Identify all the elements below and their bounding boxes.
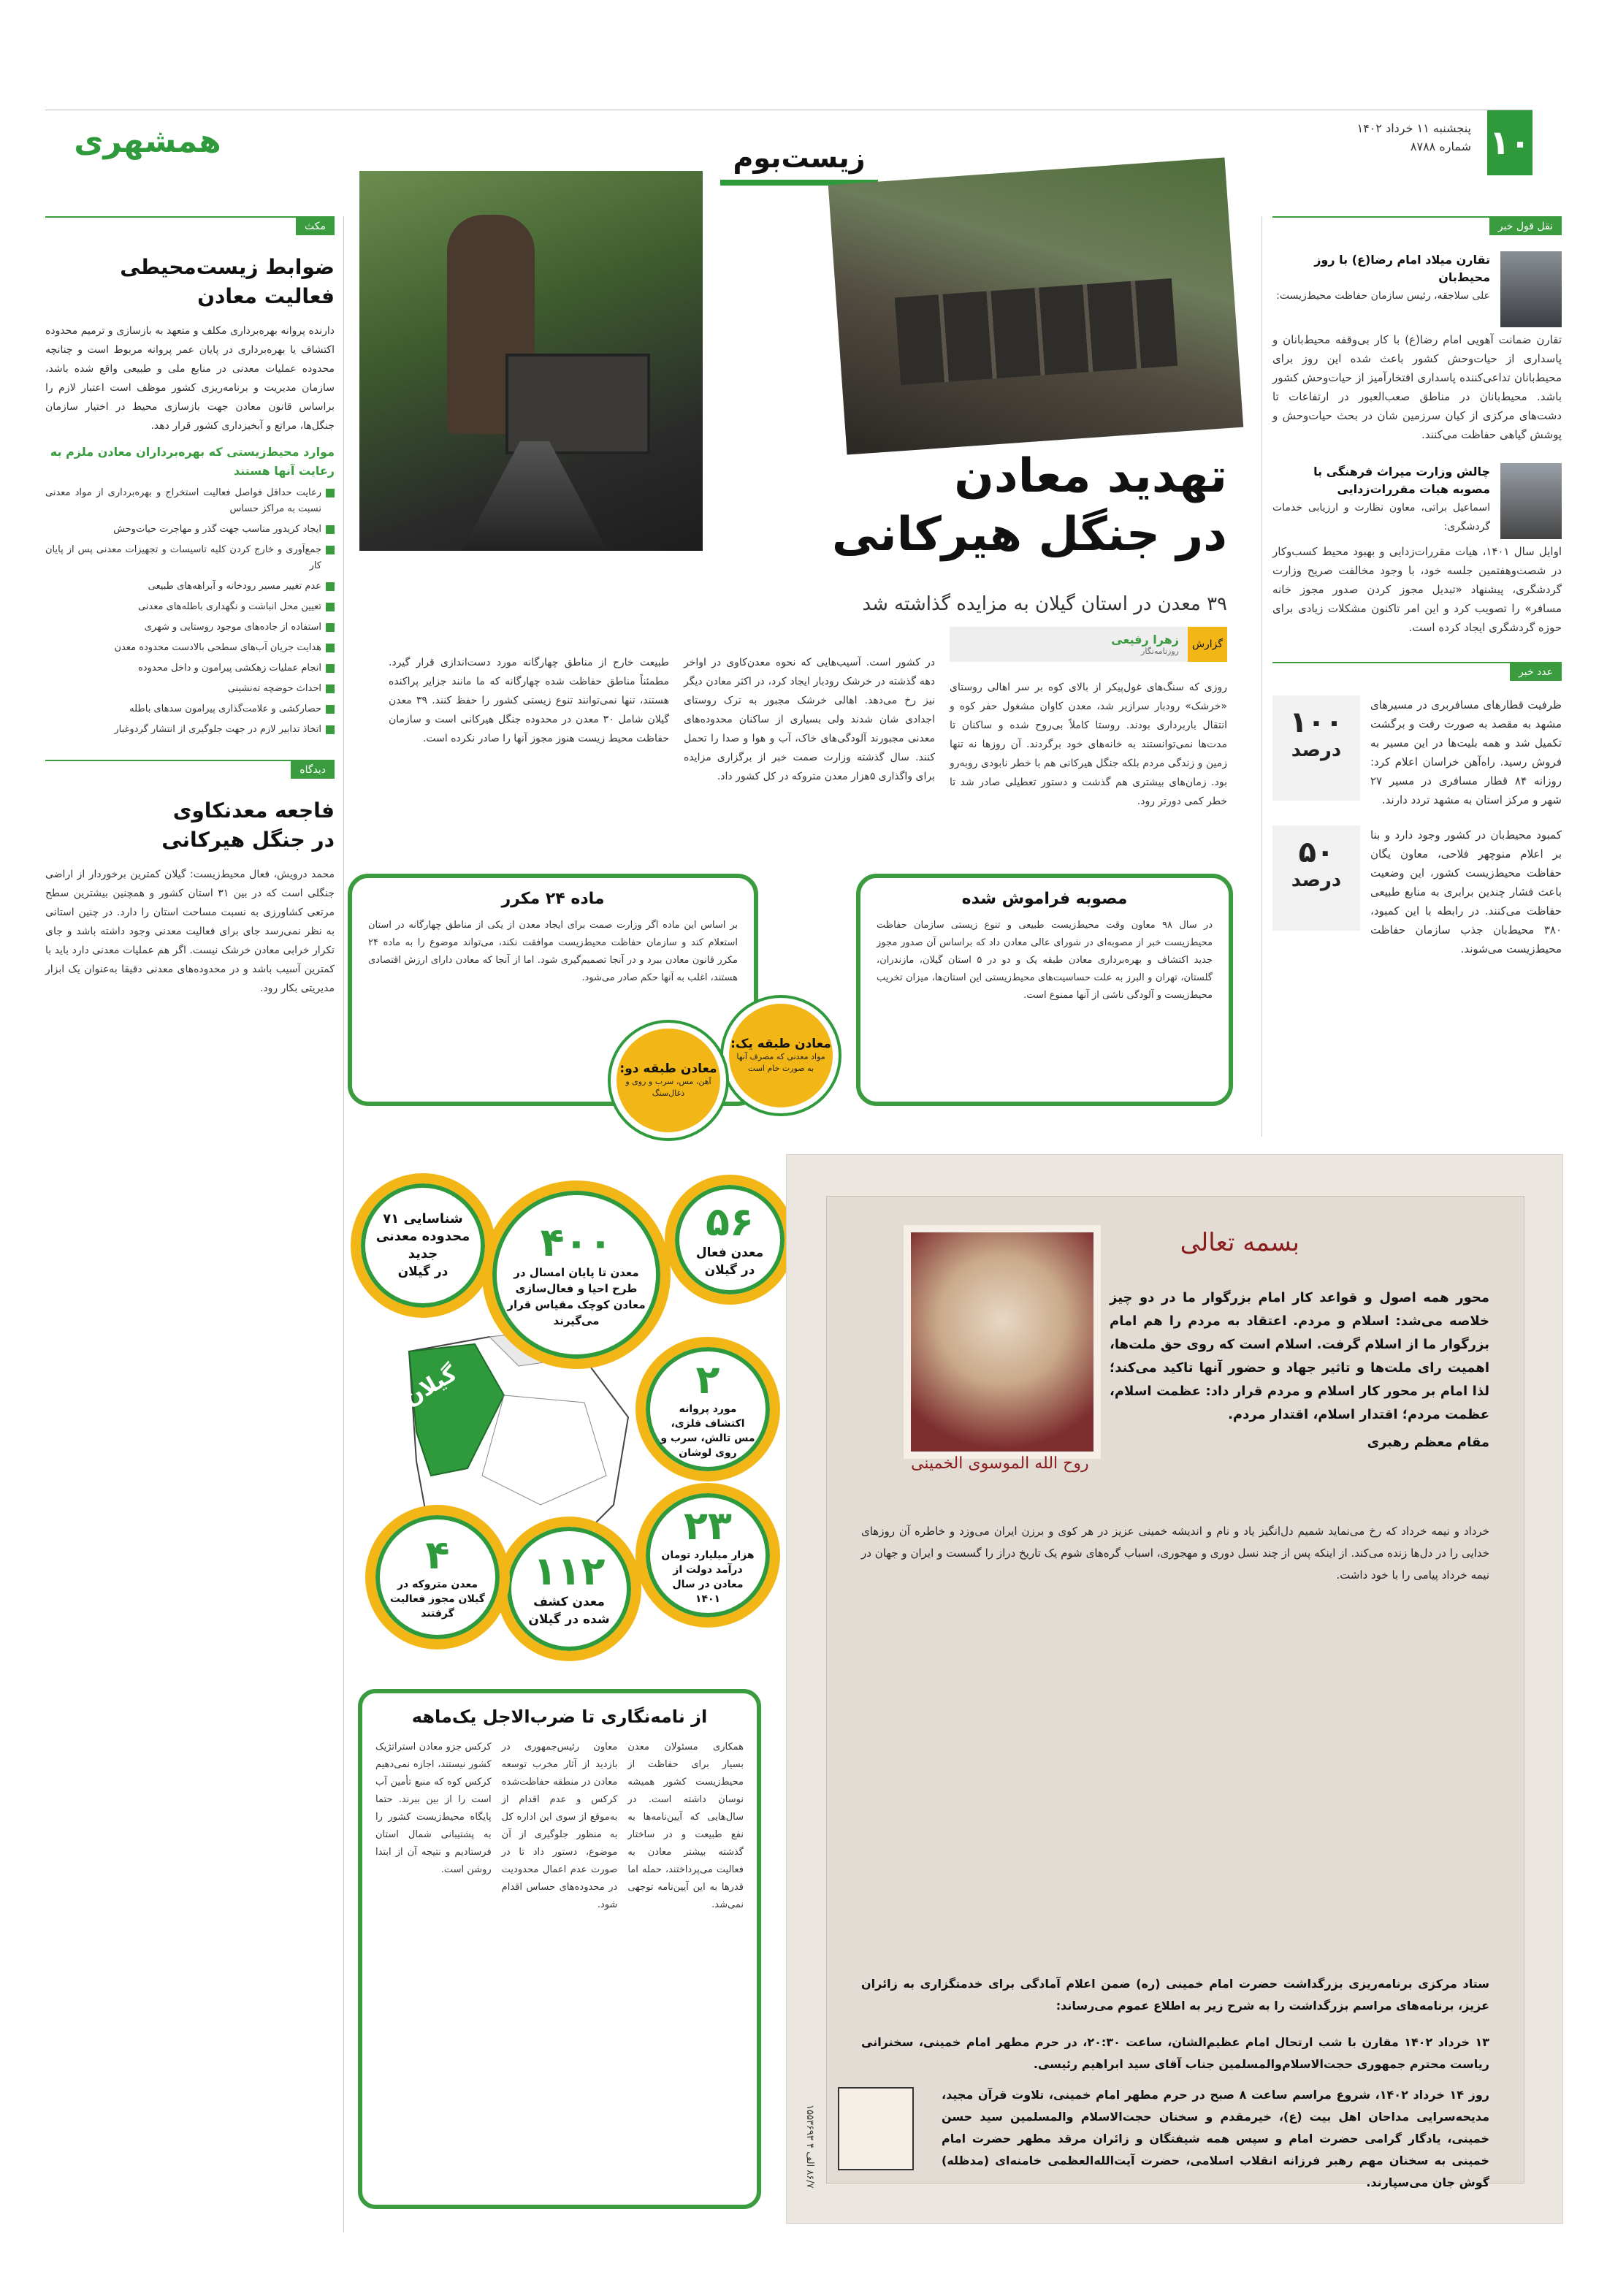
- left-column-divider: [343, 216, 344, 2232]
- rule-bullet-icon: [326, 525, 335, 534]
- rule-item: رعایت حداقل فواصل فعالیت استخراج و بهره‌برداری از مواد معدنی نسبت به مراکز حساس: [45, 485, 335, 517]
- rule-item: حصارکشی و علامت‌گذاری پیرامون سدهای باطله: [45, 701, 335, 717]
- left-body-2: محمد درویش، فعال محیط‌زیست: گیلان کمترین برخوردار از اراضی جنگلی است که در بین ۳۱ استان کشور و همچنین بیشترین سطح مرتعی کشاورزی به نسبت مساحت استان را دارد. در چنین استانی به نظر نمی‌رسد جای برای فعالیت معدنی وجود داشته باشد و جای تکرار خرابی معادن خرشک نیست. اگر هم عملیات معدنی دارد باید با کمترین آسیب باشد و در محدوده‌های معدنی دقیقا به‌عنوان یک ابزار مدیریتی بکار رود.: [45, 869, 335, 994]
- rule-item: استفاده از جاده‌های موجود روستایی و شهری: [45, 619, 335, 636]
- quote2-text: اوایل سال ۱۴۰۱، هیات مقررات‌زدایی و بهبود محیط کسب‌وکار در شصت‌وهفتمین جلسه خود، با وجود مخالفت صریح وزارت گردشگری، پیشنهاد «تبدیل مجوز کردن صدور مجوز خانه مسافر» را تصویب کرد و این امر تاکنون مشکلات زیادی برای حوزه گردشگری ایجاد کرده است.: [1272, 545, 1562, 634]
- rule-item: انجام عملیات زهکشی پیرامون و داخل محدوده: [45, 660, 335, 676]
- stat-revival-mines: ۴۰۰ معدن تا پایان امسال در طرح احیا و فعال‌سازی معادن کوچک مقیاس قرار می‌گیرند: [482, 1181, 671, 1369]
- stat-new-areas: شناسایی ۷۱ محدوده معدنی جدید در گیلان: [351, 1173, 495, 1318]
- quote2-title: چالش وزارت میراث فرهنگی با مصوبه هیات مقررات‌زدایی: [1313, 465, 1490, 496]
- mine-cart: [505, 354, 650, 454]
- number-item-1: [1272, 695, 1562, 809]
- article-col-1: روزی که سنگ‌های غول‌پیکر از بالای کوه بر سر اهالی روستای «خرشک» رودبار سرازیر شد، معدن کاوان مشغول حفر کوه و انتقال باربرداری بودند. روستا کاملاً بی‌روح شده و ساکنان تا مدت‌ها نمی‌توانستند به خانه‌های خود برگردند. آن روزها نه تنها زمین و زندگی مردم بلکه جنگل هیرکانی هم با خطر نابودی روبه‌رو بود. زمان‌های بیشتری هم گذشت و دستور تعطیلی صادر شد تا خطر کمی دورتر رود.: [950, 682, 1227, 807]
- rule-bullet-icon: [326, 664, 335, 673]
- ad-quote-source: مقام معظم رهبری: [1367, 1435, 1489, 1450]
- page-number: ۱۰: [1489, 123, 1531, 162]
- rule-bullet-icon: [326, 705, 335, 714]
- rule-bullet-icon: [326, 582, 335, 591]
- stat-exploration-licenses: ۲ مورد پروانه اکتشاف فلزی، مس تالش، سرب و روی لوشان: [635, 1337, 780, 1481]
- rule-bullet-icon: [326, 623, 335, 632]
- rule-item: ایجاد کریدور مناسب جهت گذر و مهاجرت حیات‌وحش: [45, 522, 335, 538]
- right-column-divider: [1261, 216, 1262, 1137]
- ad-header: بسمه تعالی: [1180, 1228, 1299, 1257]
- left-tag-1: مکث: [296, 218, 335, 235]
- rule-bullet-icon: [326, 603, 335, 611]
- box-letters-title: از نامه‌نگاری تا ضرب‌الاجل یک‌ماهه: [411, 1706, 708, 1727]
- date: پنجشنبه ۱۱ خرداد ۱۴۰۲: [1356, 121, 1471, 135]
- photo-mine-carts: [828, 157, 1243, 454]
- box-letters-col-3: کرکس جزو معادن استراتژیک کشور نیستند، اجازه نمی‌دهیم کرکس کوه که منبع تأمین آب است را از بین ببرند. حتما پایگاه محیط‌زیست کشور را به پشتیبانی شمال استان فرستادیم و نتیجه آن از ابتدا روشن است.: [375, 1742, 492, 1875]
- rail-track: [462, 441, 608, 551]
- ad-quote: محور همه اصول و قواعد کار امام بزرگوار ما در دو چیز خلاصه می‌شد: اسلام و مردم. اعتقاد به مردم را هم امام بزرگوار ما از اسلام گرفت. اسلام است که روی حق ملت‌ها، اهمیت رای ملت‌ها و تاثیر جهاد و حضور آنها تاکید می‌کند؛ لذا امام بر محور کار اسلام و مردم قرار داد: عظمت اسلام، عظمت مردم؛ اقتدار اسلام، اقتدار مردم. مقام معظم رهبری: [1110, 1286, 1489, 1454]
- quote1-source: علی سلاجقه، رئیس سازمان حفاظت محیط‌زیست:: [1276, 290, 1490, 302]
- right-column: [1272, 216, 1562, 958]
- article-col-2: در کشور است. آسیب‌هایی که نحوه معدن‌کاوی در اواخر دهه گذشته در خرشک رودبار ایجاد کرد، در اکثر معادن دیگر نیز رخ می‌دهد. اهالی خرشک مجبور به ترک روستای اجدادی شان شدند ولی بسیاری از ساکنان محدوده‌های معدنی مجبورند آلودگی‌های خاک، آب و هوا و صدا را تحمل کنند. سال گذشته وزارت صمت خبر از برگزاری مزایده برای واگذاری ۵هزار معدن متروکه در کل کشور داد.: [684, 657, 935, 782]
- rule-bullet-icon: [326, 725, 335, 734]
- num2-text: کمبود محیط‌بان در کشور وجود دارد و بنا بر اعلام منوچهر فلاحی، معاون یگان حفاظت محیط‌زیست کشور، این وضعیت باعث فشار چندین برابری به منابع طبیعی حفاظت می‌کنند. در رابطه با این کمبود، ۳۸۰ محیط‌بان جذب سازمان حفاظت محیط‌زیست می‌شوند.: [1370, 828, 1562, 956]
- byline-box: [950, 627, 1227, 662]
- box-forgotten-resolution: [856, 874, 1233, 1106]
- ad-khomeini: [786, 1154, 1563, 2224]
- quote-item-2: [1272, 463, 1562, 539]
- rule-bullet-icon: [326, 546, 335, 554]
- number-tag: عدد خبر: [1510, 663, 1562, 681]
- num1-figure: [1272, 695, 1360, 801]
- cart-row: [895, 278, 1177, 385]
- number-item-2: [1272, 825, 1562, 958]
- main-subtitle: ۳۹ معدن در استان گیلان به مزایده گذاشته شد: [862, 593, 1227, 615]
- left-title-1: ضوابط زیست‌محیطی فعالیت معادن: [120, 255, 335, 308]
- box-letters-col-1: همکاری مسئولان معدن بسیار برای حفاظت از محیط‌زیست کشور همیشه نوسان داشته است. در سال‌هایی که آیین‌نامه‌ها به نفع طبیعت و در ساختار گذشته بیشتر معادن به فعالیت می‌پرداختند، حمله اما قدرها به این آیین‌نامه توجهی نمی‌شد.: [627, 1742, 744, 1910]
- box-letters-col-2: معاون رئیس‌جمهوری در بازدید از آثار مخرب توسعه معادن در منطقه حفاظت‌شده کرکس و عدم اقدام از به‌موقع از سوی این اداره کل به منظور جلوگیری از آن موضوع، دستور داد تا در صورت عدم اعمال محدودیت در محدوده‌های حساس اقدام شود.: [501, 1742, 618, 1910]
- stat-abandoned-mines: ۴ معدن متروکه در گیلان مجوز فعالیت گرفتند: [365, 1505, 510, 1649]
- main-title: تهدید معادن در جنگل هیرکانی: [831, 449, 1227, 562]
- num2-figure: [1272, 825, 1360, 931]
- box-article-24-text: بر اساس این ماده اگر وزارت صمت برای ایجاد معدن از یکی از مناطق چهارگانه در استان استعلام کند و سازمان حفاظت محیط‌زیست موافقت نکند، می‌تواند موضوع را به ماده ۲۴ مکرر قانون معادن ببرد و در آنجا تصمیم‌گیری شود. اما از آنجا که معادن دارای ارزش اقتصادی هستند، اغلب به آنها حکم صادر می‌شود.: [368, 920, 738, 983]
- badge-class-1: معادن طبقه یک: مواد معدنی که مصرف آنها به صورت خام است: [723, 998, 839, 1113]
- stat-active-mines: ۵۶ معدن فعال در گیلان: [665, 1175, 795, 1305]
- rule-item: جمع‌آوری و خارج کردن کلیه تاسیسات و تجهیزات معدنی پس از پایان کار: [45, 542, 335, 574]
- photo-miner: [359, 171, 703, 551]
- ad-line-2: روز ۱۴ خرداد ۱۴۰۲، شروع مراسم ساعت ۸ صبح در حرم مطهر امام خمینی، تلاوت قرآن مجید، مدیحه‌سرایی مداحان اهل بیت (ع)، خیرمقدم و سخنان حجت‌الاسلام والمسلمین سید حسن خمینی، یادگار گرامی حضرت امام و سپس همه شیفتگان و زائران مرقد مطهر حضرت امام خمینی به سخنان مهم رهبر فرزانه انقلاب اسلامی، حضرت آیت‌الله‌العظمی خامنه‌ای (مدظله) گوش جان می‌سپارند.: [942, 2088, 1490, 2189]
- left-body-1: دارنده پروانه بهره‌برداری مکلف و متعهد به بازسازی و ترمیم محدوده اکتشاف یا بهره‌برداری در پایان عمر پروانه مربوط است و چنانچه محدوده عملیات معدنی در منابع ملی و طبیعی واقع شده باشد، سازمان مدیریت و برنامه‌ریزی کشور موظف است اعتبار لازم را براساس قانون معادن جهت بازسازی محیط در اختیار سازمان جنگل‌ها، مراتع و آبخیزداری کشور قرار دهد.: [45, 325, 335, 432]
- portrait-barati: [1500, 463, 1562, 539]
- page-number-box: [1487, 110, 1532, 175]
- ad-body: خرداد و نیمه خرداد که رخ می‌نماید شمیم دل‌انگیز یاد و نام و اندیشه خمینی عزیز در هر کوی و برزن ایران می‌وزد و خاطره آن روزهای خدایی را در دل‌ها زنده می‌کند. از اینکه پس از چند نسل دوری و مهجوری، اسباب گره‌های شوم یک تاریخ دراز را گسست و ایران و جهان در نیمه خرداد پیامی را با خود داشت.: [861, 1525, 1489, 1582]
- stat-revenue: ۲۳ هزار میلیارد تومان درآمد دولت از معادن در سال ۱۴۰۱: [635, 1483, 780, 1628]
- rules-list: [45, 485, 335, 738]
- masthead-date: [1357, 121, 1471, 153]
- portrait-salajegheh: [1500, 251, 1562, 327]
- rule-item: هدایت جریان آب‌های سطحی بالادست محدوده معدن: [45, 640, 335, 656]
- left-column: [45, 216, 335, 998]
- section-title: زیست‌بوم: [720, 142, 878, 186]
- quote-tag: نقل قول خبر: [1489, 218, 1562, 235]
- num1-unit: درصد: [1291, 739, 1342, 761]
- quote1-text: تقارن ضمانت آهویی امام رضا(ع) با کار بی‌وقفه محیط‌بانان و پاسداری از حیات‌وحش کشور باعث شده این روز برای محیط‌بانان تداعی‌کننده پاسداری افتخارآمیز از حیات‌وحش کشور باشد. محیط‌بانان در مناطق صعب‌العبور در ارتفاعات تا دشت‌های مرکزی از کیان سرزمین شان در بحث حیات‌وحش و پوشش گیاهی حفاظت می‌کنند.: [1272, 333, 1562, 441]
- rule-item: عدم تغییر مسیر رودخانه و آبراهه‌های طبیعی: [45, 579, 335, 595]
- left-tag-2: دیدگاه: [291, 761, 335, 779]
- num1-text: ظرفیت قطارهای مسافربری در مسیرهای مشهد به مقصد به صورت رفت و برگشت تکمیل شد و همه بلیت‌ها در این مسیر به فروش رسید. راه‌آهن خراسان اعلام کرد: روزانه ۸۴ قطار مسافری در مسیر ۲۷ شهر و مرکز استان به مشهد تردد دارند.: [1370, 698, 1562, 806]
- badge-class-2: معادن طبقه دو: آهن، مس، سرب و روی و ذغال‌سنگ: [611, 1023, 726, 1138]
- brand-logo: همشهری: [74, 123, 221, 160]
- rule-bullet-icon: [326, 684, 335, 693]
- box-article-24-title: ماده ۲۴ مکرر: [501, 890, 605, 908]
- box-forgotten-title: مصوبه فراموش شده: [961, 890, 1128, 908]
- num1-value: ۱۰۰: [1289, 706, 1343, 739]
- report-label: گزارش: [1188, 627, 1227, 662]
- ad-line-1: ۱۳ خرداد ۱۴۰۲ مقارن با شب ارتحال امام عظیم‌الشان، ساعت ۲۰:۳۰، در حرم مطهر امام خمینی، سخنرانی ریاست محترم جمهوری حجت‌الاسلام‌والمسلمین جناب آقای سید ابراهیم رئیسی.: [861, 2035, 1490, 2071]
- stat-discovered-mines: ۱۱۲ معدن کشف شده در گیلان: [497, 1517, 641, 1661]
- ad-signature: روح الله الموسوی الخمینی: [911, 1454, 1089, 1473]
- rule-item: احداث حوضچه ته‌نشینی: [45, 681, 335, 697]
- issue-number: شماره ۸۷۸۸: [1410, 140, 1471, 153]
- rule-bullet-icon: [326, 644, 335, 652]
- map-label: گیلان: [399, 1360, 462, 1412]
- box-letters: [358, 1689, 761, 2209]
- rule-item: اتخاذ تدابیر لازم در جهت جلوگیری از انتشار گردوغبار: [45, 722, 335, 738]
- num2-value: ۵۰: [1298, 836, 1335, 869]
- quote1-title: تقارن میلاد امام رضا(ع) با روز محیط‌بان: [1314, 253, 1490, 284]
- quote2-source: اسماعیل براتی، معاون نظارت و ارزیابی خدمات گردشگری:: [1272, 502, 1490, 533]
- left-title-2: فاجعه معدنکاوی در جنگل هیرکانی: [161, 798, 335, 852]
- ad-code: ۸۶/۷ الف ۴ ۱۵۵۳۶۹۳: [804, 2105, 815, 2189]
- box-forgotten-text: در سال ۹۸ معاون وقت محیط‌زیست طبیعی و تنوع زیستی سازمان حفاظت محیط‌زیست خبر از مصوبه‌ای در شورای عالی معادن داد که براساس آن صدور مجوز جدید اکتشاف و بهره‌برداری معادن طبقه یک و دو در ۵ استان گیلان، مازندران، گلستان، تهران و البرز به علت حساسیت‌های محیط‌زیستی این استان‌ها، میزان تخریب محیط‌زیست و آلودگی ناشی از آنها ممنوع است.: [877, 920, 1213, 1001]
- rule-bullet-icon: [326, 489, 335, 497]
- quote-item-1: [1272, 251, 1562, 327]
- author-role: روزنامه‌نگار: [1141, 647, 1179, 656]
- rule-item: تعیین محل انباشت و نگهداری باطله‌های معدنی: [45, 599, 335, 615]
- ad-emblem: [838, 2087, 914, 2170]
- author-name: زهرا رفیعی: [1111, 633, 1179, 647]
- ad-portrait: [904, 1225, 1101, 1459]
- article-col-3: طبیعت خارج از مناطق چهارگانه مورد دست‌اندازی قرار گیرد. مطمئناً مناطق حفاظت شده چهارگانه که ما مانند جزایر پراکنده هستند، تنها نمی‌توانند تنوع زیستی کشور را حفظ کنند. ۳۹ معدن گیلان شامل ۳۰ معدن در محدوده جنگل هیرکانی است و سازمان حفاظت محیط زیست هنوز مجوز آنها را صادر نکرده است.: [389, 657, 669, 744]
- num2-unit: درصد: [1291, 869, 1342, 891]
- rules-heading: موارد محیط‌زیستی که بهره‌برداران معادن ملزم به رعایت آنها هستند: [50, 445, 335, 478]
- ad-program: ستاد مرکزی برنامه‌ریزی بزرگداشت حضرت امام خمینی (ره) ضمن اعلام آمادگی برای خدمتگزاری به زائران عزیز، برنامه‌های مراسم بزرگداشت را به شرح زیر به اطلاع عموم می‌رساند:: [861, 1977, 1489, 2013]
